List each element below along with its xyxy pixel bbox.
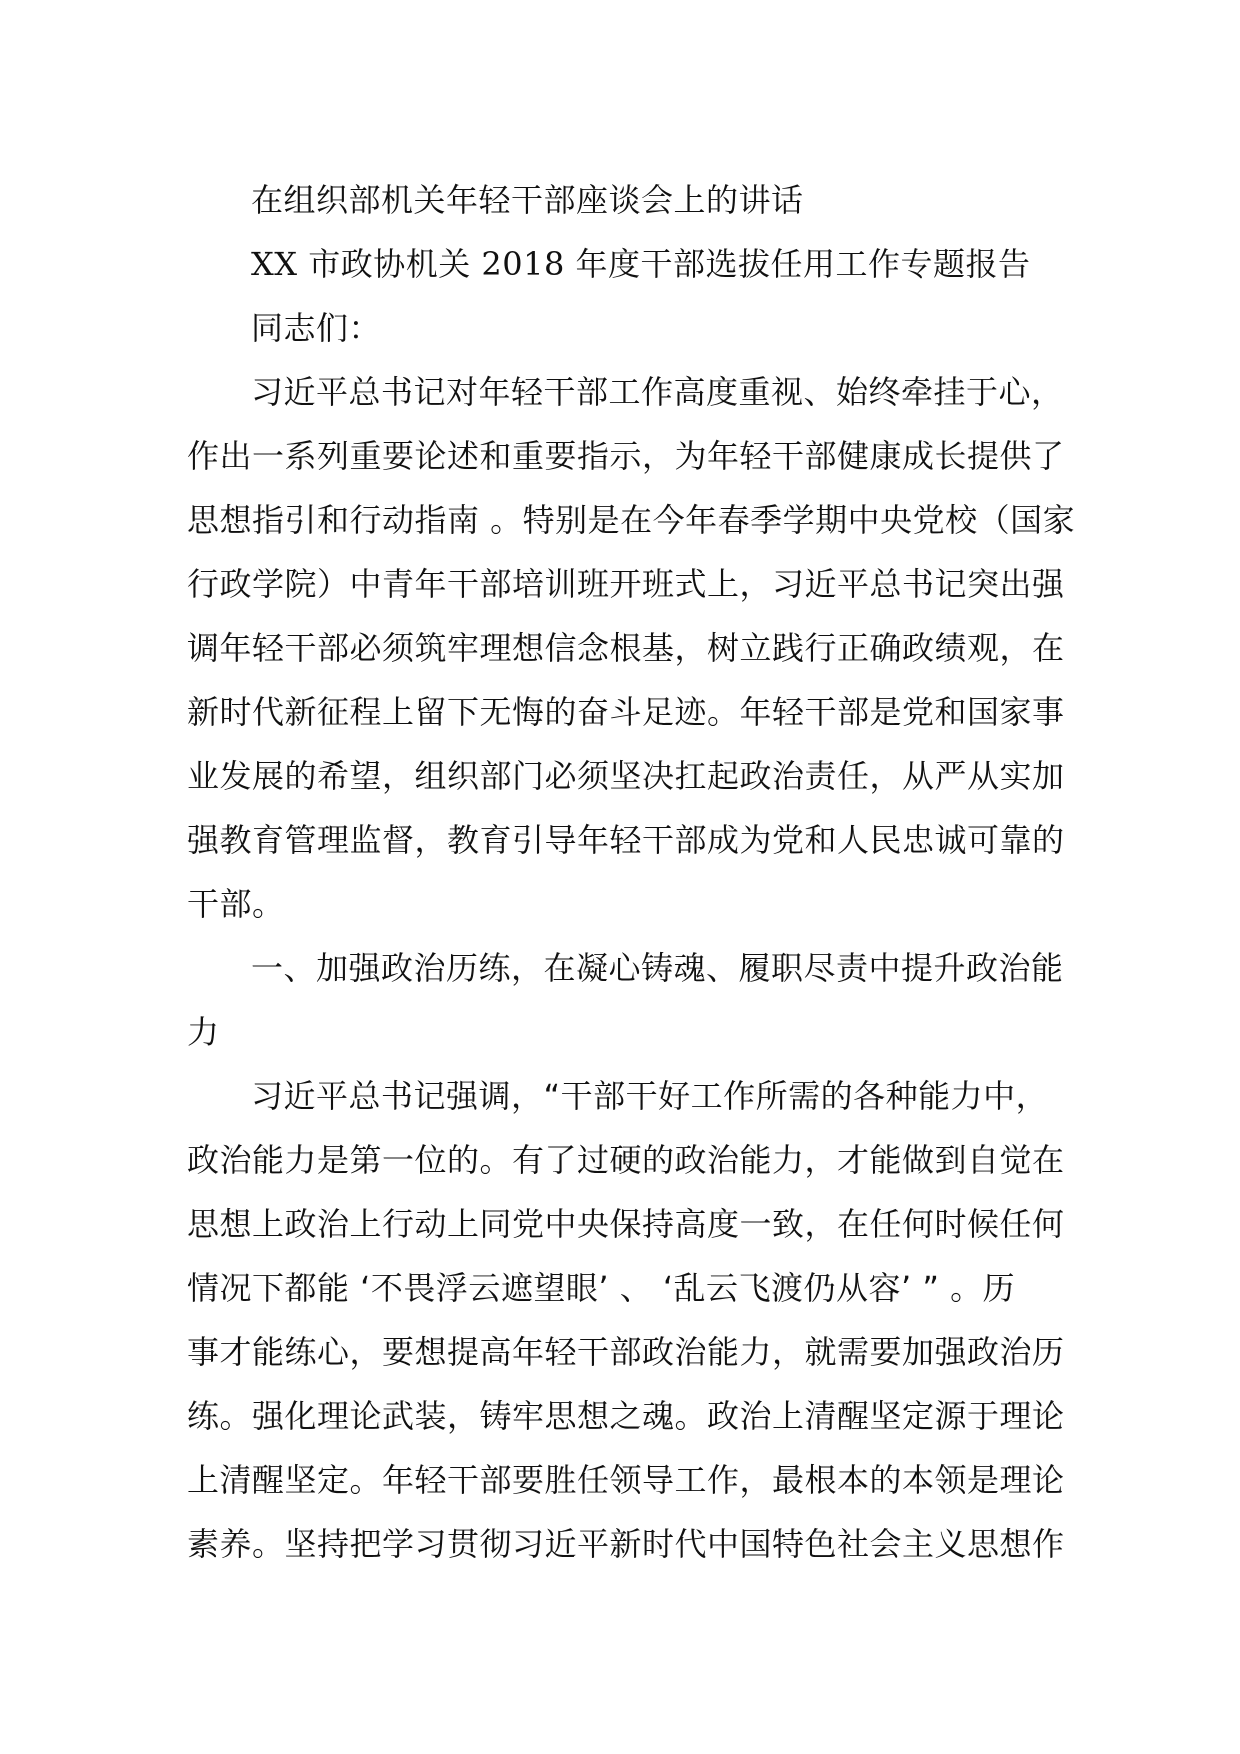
paragraph-line: 思想指引和行动指南 。特别是在今年春季学期中央党校（国家	[187, 501, 1076, 539]
section-heading: 一、加强政治历练，在凝心铸魂、履职尽责中提升政治能	[251, 949, 1064, 987]
section-heading-continued: 力	[187, 1013, 220, 1051]
document-subtitle: XX 市政协机关 2018 年度干部选拔任用工作专题报告	[251, 245, 1031, 283]
paragraph-line: 情况下都能 ‘不畏浮云遮望眼’ 、 ‘乱云飞渡仍从容’ ” 。历	[187, 1269, 1016, 1307]
paragraph-line: 新时代新征程上留下无悔的奋斗足迹。年轻干部是党和国家事	[187, 693, 1065, 731]
paragraph-line: 素养。坚持把学习贯彻习近平新时代中国特色社会主义思想作	[187, 1525, 1065, 1563]
paragraph-line: 习近平总书记强调，“干部干好工作所需的各种能力中，	[251, 1077, 1049, 1115]
paragraph-line: 上清醒坚定。年轻干部要胜任领导工作，最根本的本领是理论	[187, 1461, 1065, 1499]
paragraph-line: 思想上政治上行动上同党中央保持高度一致，在任何时候任何	[187, 1205, 1065, 1243]
paragraph-line: 事才能练心，要想提高年轻干部政治能力，就需要加强政治历	[187, 1333, 1065, 1371]
paragraph-line: 行政学院）中青年干部培训班开班式上，习近平总书记突出强	[187, 565, 1065, 603]
paragraph-line: 强教育管理监督，教育引导年轻干部成为党和人民忠诚可靠的	[187, 821, 1065, 859]
paragraph-line: 练。强化理论武装，铸牢思想之魂。政治上清醒坚定源于理论	[187, 1397, 1065, 1435]
paragraph-line: 习近平总书记对年轻干部工作高度重视、始终牵挂于心，	[251, 373, 1064, 411]
paragraph-line: 调年轻干部必须筑牢理想信念根基，树立践行正确政绩观，在	[187, 629, 1065, 667]
paragraph-line: 干部。	[187, 885, 285, 923]
document-title: 在组织部机关年轻干部座谈会上的讲话	[251, 181, 804, 219]
paragraph-line: 业发展的希望，组织部门必须坚决扛起政治责任，从严从实加	[187, 757, 1065, 795]
document-body	[187, 168, 1076, 1576]
paragraph-line: 作出一系列重要论述和重要指示，为年轻干部健康成长提供了	[187, 437, 1065, 475]
paragraph-line: 政治能力是第一位的。有了过硬的政治能力，才能做到自觉在	[187, 1141, 1065, 1179]
salutation: 同志们：	[251, 309, 382, 347]
